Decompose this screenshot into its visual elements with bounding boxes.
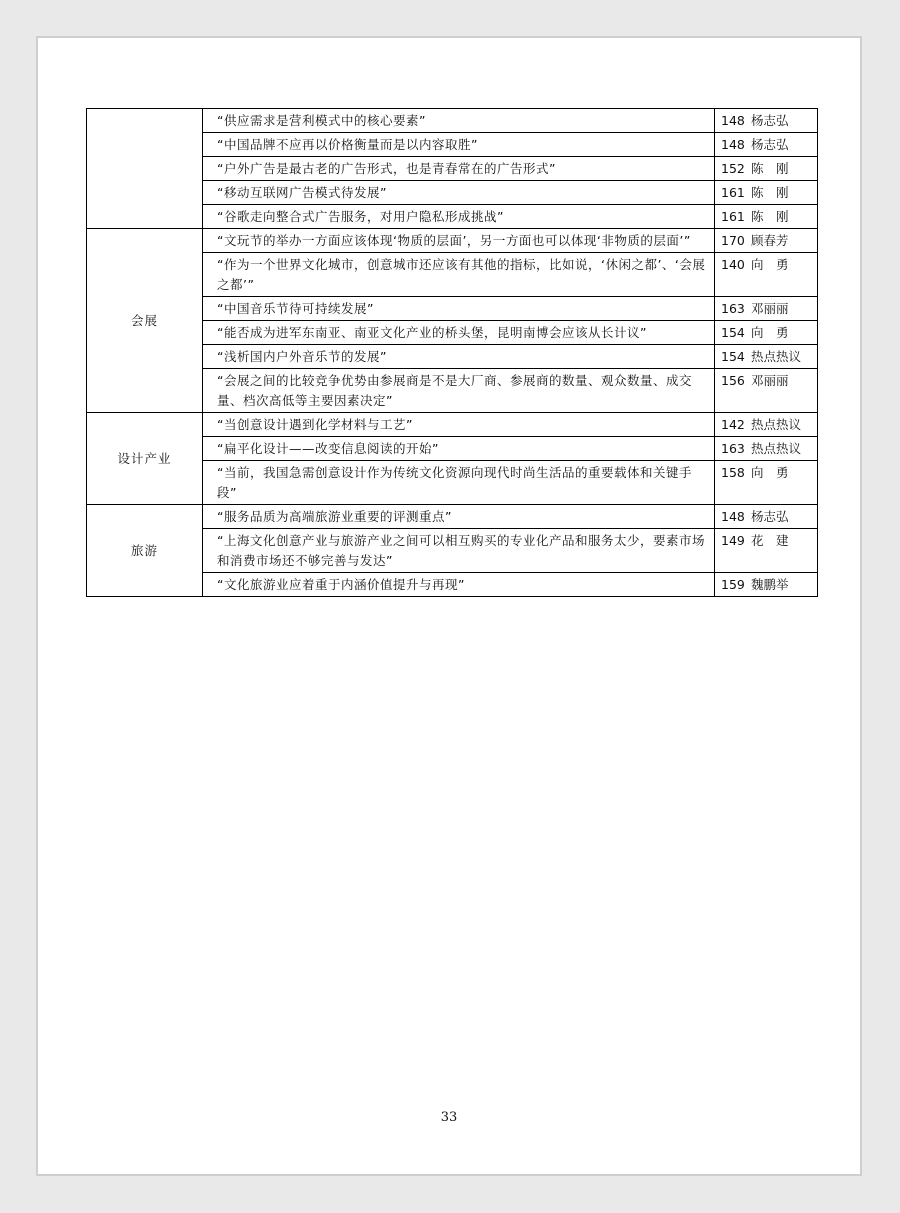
article-title: “移动互联网广告模式待发展” [203, 181, 715, 205]
reference-cell [715, 109, 818, 133]
author-name: 向 勇 [751, 325, 789, 340]
article-title: “谷歌走向整合式广告服务，对用户隐私形成挑战” [203, 205, 715, 229]
category-cell: 会展 [87, 229, 203, 413]
author-name: 顾春芳 [751, 233, 789, 248]
page-reference: 156 [721, 373, 745, 388]
page-reference: 140 [721, 257, 745, 272]
reference-cell [715, 297, 818, 321]
author-name: 陈 刚 [751, 161, 789, 176]
reference-cell [715, 505, 818, 529]
author-name: 热点热议 [751, 417, 802, 432]
article-title: “浅析国内户外音乐节的发展” [203, 345, 715, 369]
page-reference: 163 [721, 441, 745, 456]
article-title: “会展之间的比较竞争优势由参展商是不是大厂商、参展商的数量、观众数量、成交量、档次高低等主要因素决定” [203, 369, 715, 413]
page-reference: 142 [721, 417, 745, 432]
reference-cell [715, 573, 818, 597]
table-row [87, 413, 818, 437]
author-name: 邓丽丽 [751, 373, 789, 388]
article-title: “当创意设计遇到化学材料与工艺” [203, 413, 715, 437]
document-page [36, 36, 862, 1176]
page-reference: 149 [721, 533, 745, 548]
article-title: “文化旅游业应着重于内涵价值提升与再现” [203, 573, 715, 597]
table-row [87, 109, 818, 133]
page-reference: 161 [721, 185, 745, 200]
page-reference: 161 [721, 209, 745, 224]
page-reference: 154 [721, 325, 745, 340]
table-row [87, 229, 818, 253]
reference-cell [715, 133, 818, 157]
author-name: 陈 刚 [751, 209, 789, 224]
reference-cell [715, 253, 818, 297]
index-table-body [87, 109, 818, 597]
page-reference: 152 [721, 161, 745, 176]
article-title: “供应需求是营利模式中的核心要素” [203, 109, 715, 133]
category-cell: 旅游 [87, 505, 203, 597]
author-name: 热点热议 [751, 349, 802, 364]
page-number: 33 [440, 1110, 458, 1125]
reference-cell [715, 229, 818, 253]
author-name: 魏鹏举 [751, 577, 789, 592]
article-title: “上海文化创意产业与旅游产业之间可以相互购买的专业化产品和服务太少，要素市场和消费市场还不够完善与发达” [203, 529, 715, 573]
author-name: 杨志弘 [751, 137, 789, 152]
reference-cell [715, 345, 818, 369]
article-title: “中国品牌不应再以价格衡量而是以内容取胜” [203, 133, 715, 157]
author-name: 陈 刚 [751, 185, 789, 200]
page-reference: 154 [721, 349, 745, 364]
author-name: 向 勇 [751, 465, 789, 480]
page-reference: 170 [721, 233, 745, 248]
page-reference: 148 [721, 137, 745, 152]
article-title: “户外广告是最古老的广告形式，也是青春常在的广告形式” [203, 157, 715, 181]
reference-cell [715, 461, 818, 505]
table-row [87, 505, 818, 529]
article-title: “扁平化设计——改变信息阅读的开始” [203, 437, 715, 461]
category-cell [87, 109, 203, 229]
article-title: “服务品质为高端旅游业重要的评测重点” [203, 505, 715, 529]
article-title: “中国音乐节待可持续发展” [203, 297, 715, 321]
reference-cell [715, 205, 818, 229]
reference-cell [715, 369, 818, 413]
author-name: 杨志弘 [751, 113, 789, 128]
page-reference: 163 [721, 301, 745, 316]
reference-cell [715, 157, 818, 181]
author-name: 花 建 [751, 533, 789, 548]
reference-cell [715, 529, 818, 573]
article-title: “当前，我国急需创意设计作为传统文化资源向现代时尚生活品的重要载体和关键手段” [203, 461, 715, 505]
reference-cell [715, 413, 818, 437]
author-name: 邓丽丽 [751, 301, 789, 316]
category-cell: 设计产业 [87, 413, 203, 505]
article-title: “作为一个世界文化城市，创意城市还应该有其他的指标，比如说，‘休闲之都’、‘会展之都’” [203, 253, 715, 297]
author-name: 杨志弘 [751, 509, 789, 524]
article-title: “文玩节的举办一方面应该体现‘物质的层面’，另一方面也可以体现‘非物质的层面’” [203, 229, 715, 253]
article-title: “能否成为进军东南亚、南亚文化产业的桥头堡，昆明南博会应该从长计议” [203, 321, 715, 345]
page-reference: 148 [721, 113, 745, 128]
page-reference: 159 [721, 577, 745, 592]
author-name: 向 勇 [751, 257, 789, 272]
reference-cell [715, 437, 818, 461]
page-reference: 158 [721, 465, 745, 480]
author-name: 热点热议 [751, 441, 802, 456]
page-reference: 148 [721, 509, 745, 524]
index-table [86, 108, 818, 597]
reference-cell [715, 181, 818, 205]
reference-cell [715, 321, 818, 345]
